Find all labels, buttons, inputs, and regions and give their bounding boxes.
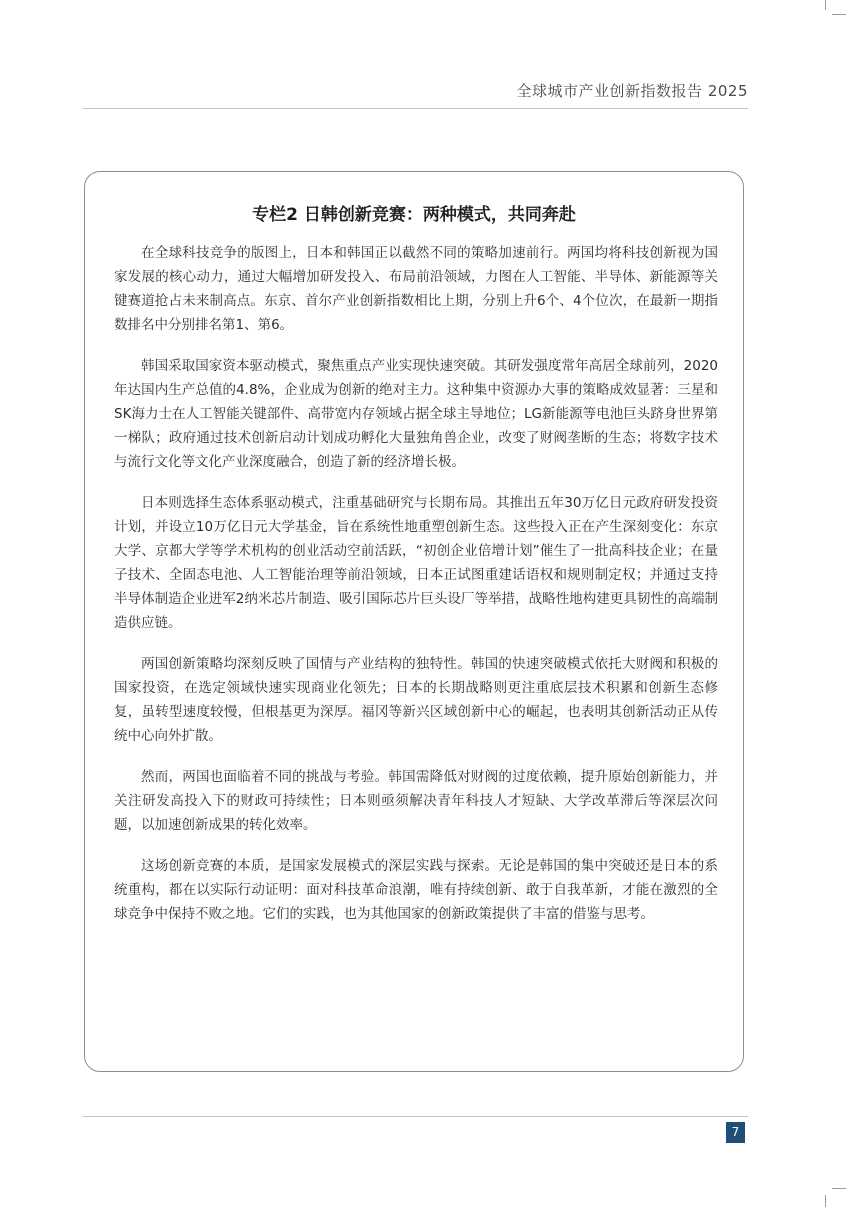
crop-mark-bottom xyxy=(825,1195,826,1207)
sidebar-title: 专栏2 日韩创新竞赛：两种模式，共同奔赴 xyxy=(252,205,576,225)
page-number: 7 xyxy=(726,1122,745,1143)
paragraph-japan: 日本则选择生态体系驱动模式，注重基础研究与长期布局。其推出五年30万亿日元政府研发投资计划，并设立10万亿日元大学基金，旨在系统性地重塑创新生态。这些投入正在产生深刻变化：东京大学、京都大学等学术机构的创业活动空前活跃，“初创企业倍增计划”催生了一批高科技企业；在量子技术、全固态电池、人工智能治理等前沿领域，日本正试图重建话语权和规则制定权；并通过支持半导体制造企业进军2纳米芯片制造、吸引国际芯片巨头设厂等举措，战略性地构建更具韧性的高端制造供应链。 xyxy=(114,495,718,631)
paragraph-challenges: 然而，两国也面临着不同的挑战与考验。韩国需降低对财阀的过度依赖，提升原始创新能力，并关注研发高投入下的财政可持续性；日本则亟须解决青年科技人才短缺、大学改革滞后等深层次问题，以加速创新成果的转化效率。 xyxy=(114,769,718,833)
crop-mark-bottom-horizontal xyxy=(832,1188,846,1189)
paragraph-conclusion: 这场创新竞赛的本质，是国家发展模式的深层实践与探索。无论是韩国的集中突破还是日本的系统重构，都在以实际行动证明：面对科技革命浪潮，唯有持续创新、敢于自我革新，才能在激烈的全球竞争中保持不败之地。它们的实践，也为其他国家的创新政策提供了丰富的借鉴与思考。 xyxy=(114,858,718,922)
sidebar-body xyxy=(114,241,718,943)
sidebar-column-box xyxy=(84,171,744,1072)
paragraph-comparison: 两国创新策略均深刻反映了国情与产业结构的独特性。韩国的快速突破模式依托大财阀和积极的国家投资，在选定领域快速实现商业化领先；日本的长期战略则更注重底层技术积累和创新生态修复，虽转型速度较慢，但根基更为深厚。福冈等新兴区域创新中心的崛起，也表明其创新活动正从传统中心向外扩散。 xyxy=(114,656,718,744)
header-divider xyxy=(82,108,748,109)
crop-mark-top-horizontal xyxy=(832,14,846,15)
report-title: 全球城市产业创新指数报告 2025 xyxy=(516,82,748,100)
crop-mark-top xyxy=(825,0,826,10)
footer-divider xyxy=(82,1116,748,1117)
paragraph-intro: 在全球科技竞争的版图上，日本和韩国正以截然不同的策略加速前行。两国均将科技创新视为国家发展的核心动力，通过大幅增加研发投入、布局前沿领域，力图在人工智能、半导体、新能源等关键赛道抢占未来制高点。东京、首尔产业创新指数相比上期，分别上升6个、4个位次，在最新一期指数排名中分别排名第1、第6。 xyxy=(114,245,718,333)
paragraph-korea: 韩国采取国家资本驱动模式，聚焦重点产业实现快速突破。其研发强度常年高居全球前列，2020年达国内生产总值的4.8%，企业成为创新的绝对主力。这种集中资源办大事的策略成效显著：三星和SK海力士在人工智能关键部件、高带宽内存领域占据全球主导地位；LG新能源等电池巨头跻身世界第一梯队；政府通过技术创新启动计划成功孵化大量独角兽企业，改变了财阀垄断的生态；将数字技术与流行文化等文化产业深度融合，创造了新的经济增长极。 xyxy=(114,358,718,470)
